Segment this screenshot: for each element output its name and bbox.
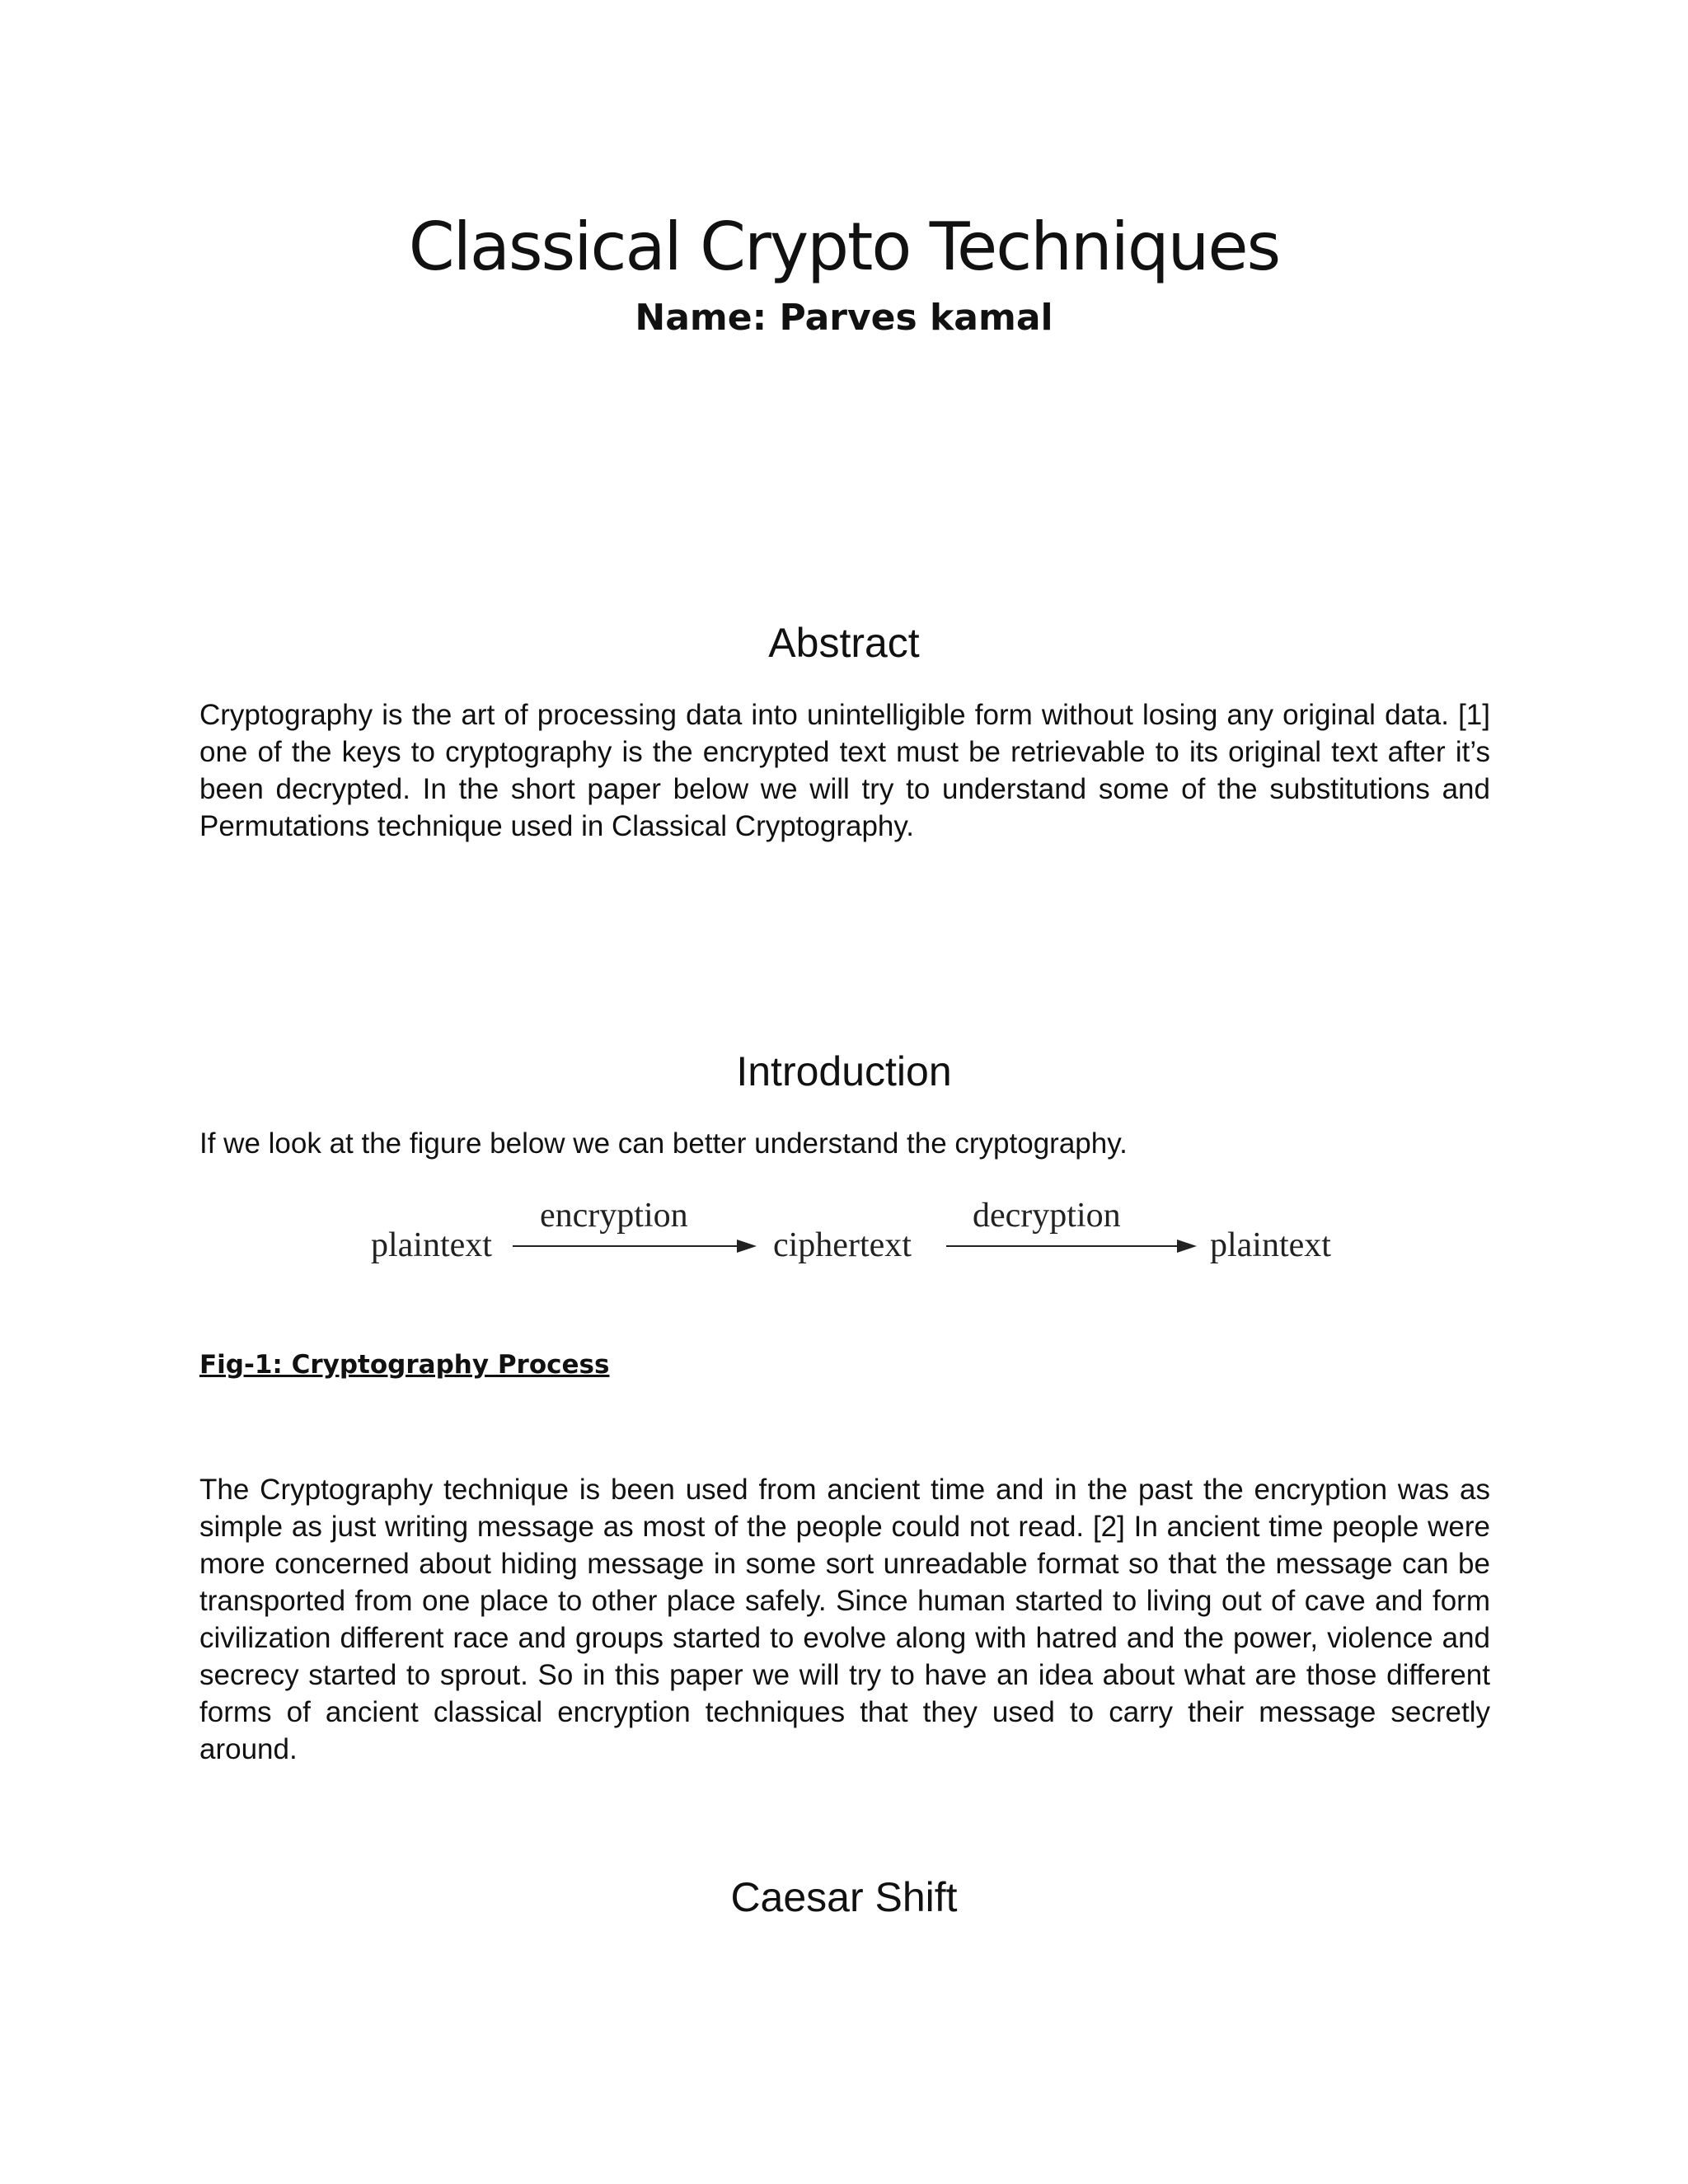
figure-arrowhead-encryption <box>737 1240 757 1253</box>
introduction-body: The Cryptography technique is been used from ancient time and in the past the encryption was as simple as just writing message as most of the people could not read. [2] In ancient time people were more concerned about hiding message in some sort unreadable format so that the message can be transported from one place to other place safely. Since human started to living out of cave and form civilization different race and groups started to evolve along with hatred and the power, violence and secrecy started to sprout. So in this paper we will try to have an idea about what are those different forms of ancient classical encryption techniques that they used to carry their message secretly around. <box>199 1474 1490 1765</box>
figure-node-plaintext-1: plaintext <box>371 1226 492 1264</box>
figure-edge-encryption: encryption <box>540 1197 688 1235</box>
introduction-lead: If we look at the figure below we can better understand the cryptography. <box>199 1127 1128 1160</box>
figure-edge-decryption: decryption <box>973 1197 1121 1235</box>
abstract-text: Cryptography is the art of processing data into unintelligible form without losing any original data. [1] one of the keys to cryptography is the encrypted text must be retrievable to its original text after it’s been decrypted. In the short paper below we will try to understand some of the substitutions and Permutations technique used in Classical Cryptography. <box>199 699 1490 842</box>
paper-title: Classical Crypto Techniques <box>408 209 1280 285</box>
figure-node-ciphertext: ciphertext <box>773 1226 912 1264</box>
cryptography-process-figure <box>346 1187 1368 1294</box>
introduction-heading: Introduction <box>736 1048 952 1094</box>
figure-node-plaintext-2: plaintext <box>1210 1226 1331 1264</box>
abstract-heading: Abstract <box>768 620 920 666</box>
figure-arrowhead-decryption <box>1177 1240 1197 1253</box>
caesar-shift-heading: Caesar Shift <box>730 1874 958 1920</box>
figure-caption: Fig-1: Cryptography Process <box>199 1350 610 1380</box>
author-line: Name: Parves kamal <box>635 297 1053 339</box>
